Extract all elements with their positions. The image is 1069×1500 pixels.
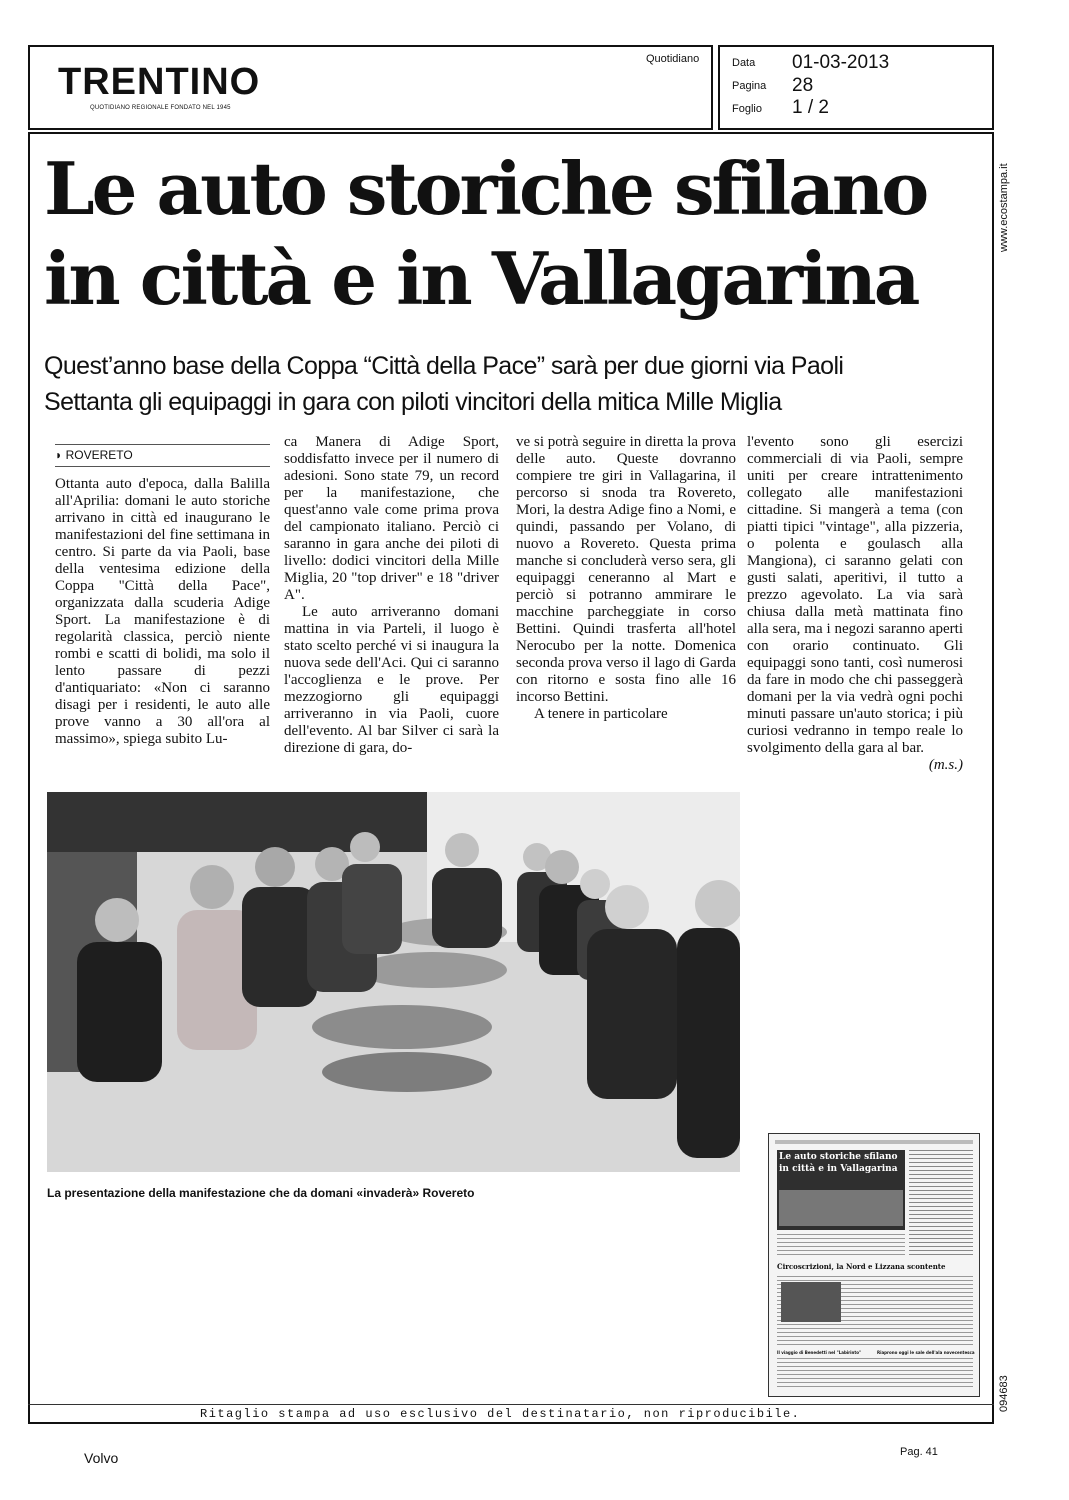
foglio-label: Foglio: [732, 103, 762, 115]
article-column-1: [55, 476, 270, 748]
dateline-text: ROVERETO: [65, 448, 133, 462]
meta-box: [718, 45, 994, 130]
masthead-box: [28, 45, 713, 130]
masthead-title: TRENTINO: [58, 61, 261, 103]
ecostampa-url: www.ecostampa.it: [998, 163, 1010, 252]
article-column-4: [747, 434, 963, 774]
page-thumbnail: [768, 1133, 980, 1397]
dateline-rule: [55, 444, 270, 445]
notice-rule: [28, 1404, 994, 1405]
masthead-subtitle: QUOTIDIANO REGIONALE FONDATO NEL 1945: [90, 105, 231, 111]
headline-line-1: Le auto storiche sfilano: [44, 146, 927, 231]
column-2-para-2: Le auto arriveranno domani mattina in via Parteli, il luogo è stato scelto perché vi si inaugura la nuova sede dell'Aci. Qui ci saranno l'accoglienza e le prove. Per mezzogiorno gli equipaggi arriveranno in via Paoli, cuore dell'evento. Al bar Silver ci sarà la direzione di gara, do-: [284, 604, 499, 756]
dateline-rule-bottom: [55, 466, 270, 467]
thumbnail-item-b: Riaprono oggi le sale dell'ala novecentesca: [877, 1350, 975, 1355]
column-1-text: Ottanta auto d'epoca, dalla Balilla all'Aprilia: domani le auto storiche arrivano in città ed inaugurano le manifestazioni del fine settimana in centro. Si parte da via Paoli, base della ventesima edizione della Coppa "Città della Pace", organizzata dalla scuderia Adige Sport. La manifestazione è di regolarità classica, perciò niente rombi e scatti di bolidi, ma solo il lento passare di pezzi d'antiquariato: «Non ci saranno disagi per i residenti, le auto alle prove vanno a 30 all'ora al massimo», spiega subito Lu-: [55, 476, 270, 747]
photo-scene: [47, 792, 740, 1172]
pagina-label: Pagina: [732, 80, 767, 92]
dateline-marker-icon: ◗: [55, 448, 66, 462]
article-column-3: [516, 434, 736, 723]
thumbnail-second-story: Circoscrizioni, la Nord e Lizzana scontente: [777, 1262, 946, 1271]
data-value: 01-03-2013: [792, 52, 890, 73]
pagina-value: 28: [792, 75, 814, 96]
page-number: Pag. 41: [900, 1446, 938, 1458]
reproduction-notice: Ritaglio stampa ad uso esclusivo del destinatario, non riproducibile.: [200, 1407, 801, 1421]
author-signature: (m.s.): [928, 757, 963, 773]
column-4-text: l'evento sono gli esercizi commerciali di via Paoli, sempre uniti per creare intrattenimento collegato alle manifestazioni cittadine. Si mangerà a tema (con piatti tipici "vintage", alla pizzeria, o polenta e goulasch alla Mangiona), ci saranno gelati con gusti salati, aperitivi, il tutto a prezzo agevolato. La via sarà chiusa dalla metà mattinata fino alla sera, ma i negozi saranno aperti con orario continuato. Gli equipaggi sono tanti, così numerosi da fare in modo che chi passeggerà domani per la via vedrà ogni pochi minuti passare un'auto storica; i più curiosi vedranno in tempo reale lo svolgimento della gara al bar.: [747, 434, 963, 756]
column-3-para-2: A tenere in particolare: [534, 706, 668, 722]
column-3-para-1: ve si potrà seguire in diretta la prova delle auto. Queste dovranno compiere tre giri in Vallagarina, il percorso si snoda tra Rovereto, Mori, la destra Adige fino a Nomi, e quindi, passando per Volano, di nuovo a Rovereto. Questa prima manche si concluderà verso sera, gli equipaggi ceneranno al Mart e perciò si potranno ammirare le macchine parcheggiate in corso Bettini. Quindi trasferta all'hotel Nerocubo per la notte. Domenica seconda prova verso il lago di Garda con ritorno e sosta fino alle 16 incorso Bettini.: [516, 434, 736, 705]
photo-caption: La presentazione della manifestazione che da domani «invaderà» Rovereto: [47, 1186, 475, 1200]
thumbnail-headline-2: in città e in Vallagarina: [779, 1164, 898, 1174]
article-column-2: [284, 434, 499, 757]
dateline: [55, 448, 133, 462]
footer-left: Volvo: [84, 1450, 119, 1466]
thumbnail-item-a: Il viaggio di Benedetti nel "Labirinto": [777, 1350, 862, 1355]
article-photo: [47, 792, 740, 1172]
subhead-line-2: Settanta gli equipaggi in gara con piloti vincitori della mitica Mille Miglia: [44, 388, 782, 416]
publication-type: Quotidiano: [646, 53, 700, 65]
subhead-line-1: Quest’anno base della Coppa “Città della Pace” sarà per due giorni via Paoli: [44, 352, 844, 380]
headline-line-2: in città e in Vallagarina: [44, 236, 918, 321]
foglio-value: 1 / 2: [792, 97, 829, 118]
data-label: Data: [732, 57, 756, 69]
archive-code: 094683: [998, 1375, 1010, 1412]
thumbnail-headline-1: Le auto storiche sfilano: [779, 1152, 898, 1162]
column-2-para-1: ca Manera di Adige Sport, soddisfatto invece per il numero di adesioni. Sono state 79, un record per la manifestazione, che quest'anno vale come prima prova del campionato italiano. Perciò ci saranno in gara anche dei piloti di livello: dodici vincitori della Mille Miglia, 20 "top driver" e 18 "driver A".: [284, 434, 499, 603]
